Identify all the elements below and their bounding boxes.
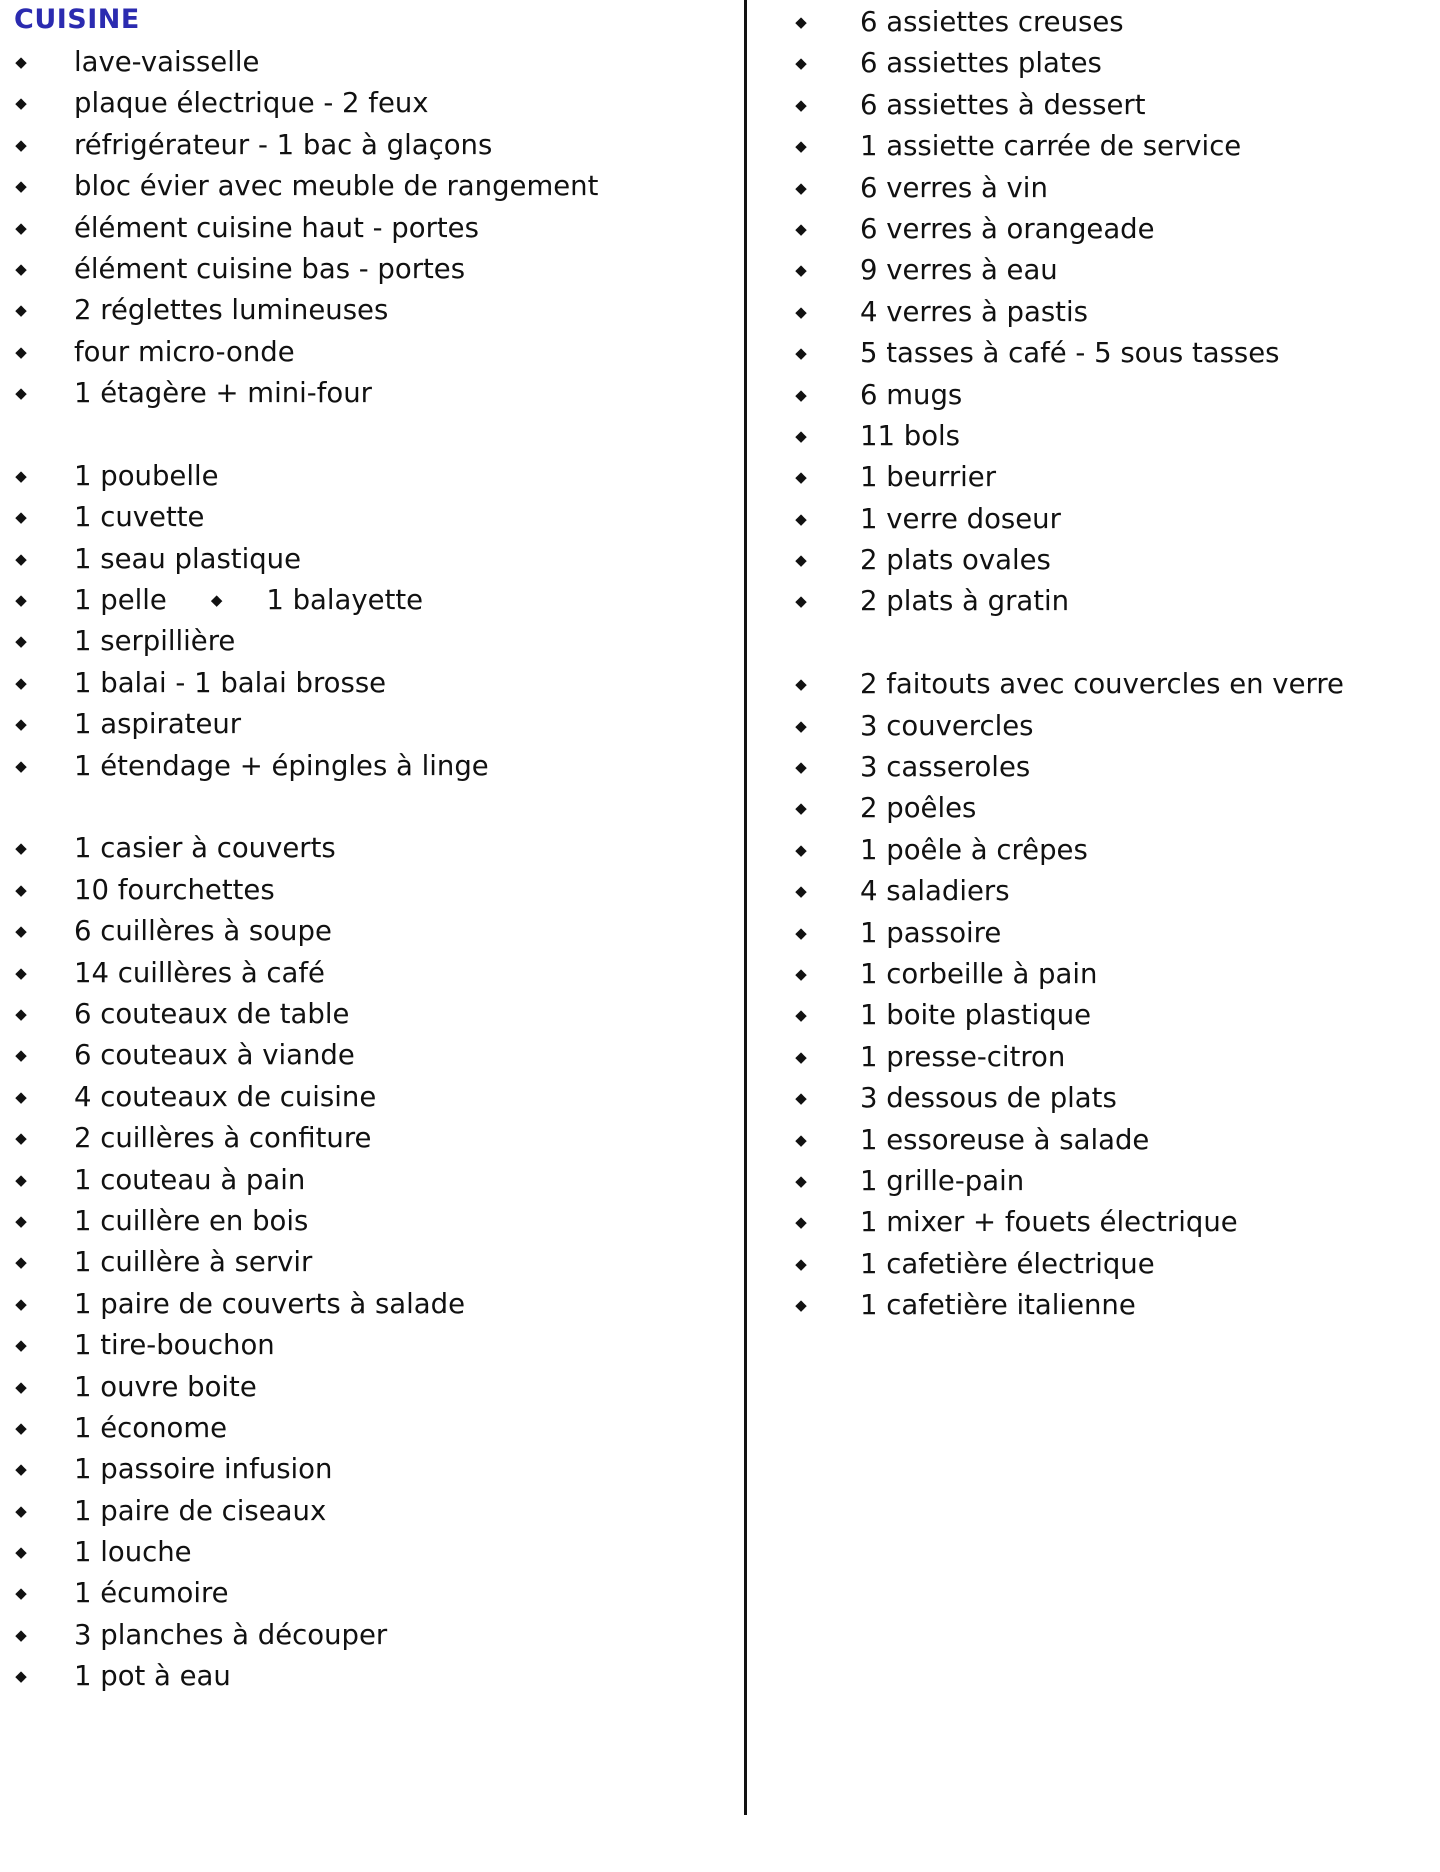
diamond-bullet-icon: ◆ [795,95,807,114]
list-item-text [860,1244,1155,1285]
list-item-text [860,416,960,457]
diamond-bullet-icon: ◆ [795,551,807,570]
diamond-bullet-icon: ◆ [15,135,27,154]
list-item-text [74,1160,305,1201]
list-item [0,456,740,497]
item-label: 1 cuillère en bois [74,1204,309,1237]
list-item [0,208,740,249]
list-item-text [74,994,349,1035]
diamond-bullet-icon: ◆ [15,1253,27,1272]
list-item-text [860,43,1102,84]
list-item [0,125,740,166]
item-label: 1 cafetière électrique [860,1247,1155,1280]
diamond-bullet-icon: ◆ [795,13,807,31]
diamond-bullet-icon: ◆ [15,1087,27,1106]
list-item [0,373,740,414]
diamond-bullet-icon: ◆ [15,1046,27,1065]
column-divider [744,0,747,1815]
left-column [0,42,740,1698]
diamond-bullet-icon: ◆ [795,302,807,321]
page-title: CUISINE [14,4,140,35]
item-label: 1 économe [74,1411,228,1444]
list-item-text [74,42,259,83]
item-label: 1 boite plastique [860,999,1092,1032]
item-label: 10 fourchettes [74,873,275,906]
item-label: 6 verres à vin [860,171,1048,204]
item-label: 6 assiettes creuses [860,6,1124,38]
list-item [0,1615,740,1656]
list-item-text [74,1367,257,1408]
item-label: lave-vaisselle [74,46,260,78]
item-label: 1 cuvette [74,501,205,534]
list-item-text [860,871,1010,912]
list-item [0,1118,740,1159]
list-item-text [860,1161,1024,1202]
list-item-text [74,456,219,497]
item-label: 3 dessous de plats [860,1082,1117,1115]
list-item-text [74,1077,376,1118]
diamond-bullet-icon: ◆ [15,1501,27,1520]
diamond-bullet-icon: ◆ [15,508,27,527]
list-item [790,292,1430,333]
item-label: 1 pot à eau [74,1660,231,1693]
item-label: 1 presse-citron [860,1040,1066,1073]
list-item-text [74,290,388,331]
list-item-text [74,1201,308,1242]
diamond-bullet-icon: ◆ [795,1089,807,1108]
list-item-text [860,209,1155,250]
diamond-bullet-icon: ◆ [15,715,27,734]
list-item-text [74,1284,465,1325]
list-item-text [74,497,204,538]
list-item [0,1408,740,1449]
item-label: 1 essoreuse à salade [860,1123,1150,1156]
list-item [0,746,740,787]
list-item [790,581,1430,622]
list-item-text [74,1656,231,1697]
list-item-text [860,1037,1065,1078]
diamond-bullet-icon: ◆ [15,1667,27,1686]
list-item-text [860,1120,1149,1161]
diamond-bullet-icon: ◆ [795,592,807,611]
list-item [0,1201,740,1242]
list-item [790,706,1430,747]
list-item [790,664,1430,705]
list-spacer [0,415,740,456]
list-item-text [860,168,1048,209]
list-item [0,332,740,373]
diamond-bullet-icon: ◆ [795,137,807,156]
list-item [0,249,740,290]
item-label: plaque électrique - 2 feux [74,87,429,120]
diamond-bullet-icon: ◆ [15,259,27,278]
list-item [0,1491,740,1532]
list-item-text [860,1285,1136,1326]
item-label: 1 poêle à crêpes [860,833,1088,866]
diamond-bullet-icon: ◆ [15,922,27,941]
list-item-text [74,373,372,414]
list-item [0,704,740,745]
list-item-text [860,499,1061,540]
list-item [790,1244,1430,1285]
diamond-bullet-icon: ◆ [15,177,27,196]
list-item-text [860,85,1146,126]
diamond-bullet-icon: ◆ [795,1047,807,1066]
list-item [0,497,740,538]
diamond-bullet-icon: ◆ [15,384,27,403]
list-item [0,911,740,952]
item-label: 1 couteau à pain [74,1163,306,1196]
item-label: 1 passoire [860,916,1002,949]
diamond-bullet-icon: ◆ [15,53,27,71]
diamond-bullet-icon: ◆ [15,880,27,899]
list-item-text [860,457,996,498]
item-label: 1 ouvre boite [74,1370,257,1403]
diamond-bullet-icon: ◆ [795,1213,807,1232]
list-item-text [860,830,1088,871]
diamond-bullet-icon: ◆ [15,549,27,568]
list-item [0,1367,740,1408]
diamond-bullet-icon: ◆ [210,591,223,610]
item-label: élément cuisine bas - portes [74,252,466,285]
list-item-text [860,706,1034,747]
list-item-text [74,1573,229,1614]
list-item [790,747,1430,788]
item-label: 1 cuillère à servir [74,1246,313,1279]
item-label: 4 saladiers [860,875,1010,908]
item-label: 4 verres à pastis [860,295,1088,328]
list-item [790,375,1430,416]
diamond-bullet-icon: ◆ [795,261,807,280]
list-item [790,457,1430,498]
item-label: 6 assiettes à dessert [860,88,1146,121]
list-item-text [74,746,489,787]
diamond-bullet-icon: ◆ [795,219,807,238]
item-label: 1 paire de couverts à salade [74,1287,466,1320]
list-item-text [74,704,241,745]
item-label: 2 plats à gratin [860,585,1070,618]
list-item-text [74,1035,355,1076]
diamond-bullet-icon: ◆ [15,1377,27,1396]
diamond-bullet-icon: ◆ [795,509,807,528]
list-item-text [74,1242,312,1283]
diamond-bullet-icon: ◆ [795,1254,807,1273]
list-item-text [74,663,386,704]
item-label: 1 poubelle [74,459,219,492]
diamond-bullet-icon: ◆ [15,1460,27,1479]
list-item-text [860,664,1344,705]
list-item [790,788,1430,829]
item-label: 1 verre doseur [860,502,1061,535]
list-item-text [860,1202,1238,1243]
list-item [0,953,740,994]
diamond-bullet-icon: ◆ [795,882,807,901]
item-label: 6 mugs [860,378,963,411]
list-item-text [860,788,976,829]
list-item-text [74,1532,192,1573]
diamond-bullet-icon: ◆ [15,301,27,320]
list-item [0,1242,740,1283]
item-label: 1 serpillière [74,625,236,658]
list-item-text [74,1449,332,1490]
diamond-bullet-icon: ◆ [795,799,807,818]
list-item [0,83,740,124]
list-item-text [74,1408,227,1449]
list-item-text [74,1615,387,1656]
diamond-bullet-icon: ◆ [15,218,27,237]
list-item-text [860,995,1091,1036]
list-item [0,1077,740,1118]
diamond-bullet-icon: ◆ [795,840,807,859]
diamond-bullet-icon: ◆ [795,344,807,363]
list-item [0,663,740,704]
list-item-text [860,292,1088,333]
list-item-text [74,1118,371,1159]
item-label: 1 étagère + mini-four [74,377,372,410]
list-item-text [860,954,1097,995]
diamond-bullet-icon: ◆ [795,716,807,735]
list-item [790,995,1430,1036]
item-label: 1 mixer + fouets électrique [860,1206,1238,1239]
item-label: 3 casseroles [860,751,1031,784]
list-item [790,126,1430,167]
list-item [0,1284,740,1325]
list-item [790,416,1430,457]
list-item [790,954,1430,995]
diamond-bullet-icon: ◆ [15,1336,27,1355]
diamond-bullet-icon: ◆ [15,1294,27,1313]
list-item-text [860,913,1001,954]
item-label: bloc évier avec meuble de rangement [74,170,599,203]
list-item-text [860,250,1058,291]
list-item [0,1325,740,1366]
diamond-bullet-icon: ◆ [795,1130,807,1149]
diamond-bullet-icon: ◆ [15,756,27,775]
item-label: 6 assiettes plates [860,47,1102,80]
list-item-text [860,2,1124,43]
list-item-text [74,332,295,373]
list-item [790,43,1430,84]
diamond-bullet-icon: ◆ [15,1004,27,1023]
list-item [790,1037,1430,1078]
item-label: 11 bols [860,419,960,452]
diamond-bullet-icon: ◆ [795,964,807,983]
item-label: élément cuisine haut - portes [74,211,479,244]
item-label: 1 pelle [74,584,167,617]
item-label: 1 corbeille à pain [860,957,1098,990]
item-label: 1 étendage + épingles à linge [74,749,489,782]
list-item-text [74,911,332,952]
list-item [0,621,740,662]
diamond-bullet-icon: ◆ [15,1418,27,1437]
diamond-bullet-icon: ◆ [795,1296,807,1315]
item-label: 6 couteaux à viande [74,1039,355,1072]
list-item [790,333,1430,374]
list-item-text [860,1078,1117,1119]
item-label: 4 couteaux de cuisine [74,1080,377,1113]
list-item [0,1532,740,1573]
right-column [790,2,1430,1327]
list-item-text [860,333,1280,374]
list-item-text [860,540,1051,581]
item-label: 1 écumoire [74,1577,229,1610]
item-label: 14 cuillères à café [74,956,325,989]
item-label-secondary: 1 balayette [266,584,424,617]
list-item [790,1161,1430,1202]
diamond-bullet-icon: ◆ [795,1171,807,1190]
list-item-text [74,870,275,911]
item-label: 1 aspirateur [74,708,242,741]
diamond-bullet-icon: ◆ [795,923,807,942]
list-item [0,1035,740,1076]
item-label: 6 cuillères à soupe [74,915,332,948]
diamond-bullet-icon: ◆ [15,1170,27,1189]
list-item [0,1449,740,1490]
list-spacer [0,787,740,828]
list-item-text [74,621,235,662]
list-item-text [74,125,492,166]
list-item-text [860,126,1241,167]
item-label: 1 tire-bouchon [74,1329,275,1362]
list-item [790,540,1430,581]
list-item-text [74,953,325,994]
item-label: 3 planches à découper [74,1618,388,1651]
diamond-bullet-icon: ◆ [795,385,807,404]
item-label: 1 louche [74,1536,192,1569]
list-item [0,290,740,331]
list-item-text [74,83,429,124]
list-item [790,1120,1430,1161]
list-item [790,2,1430,43]
item-label: 1 passoire infusion [74,1453,333,1486]
list-item [0,1160,740,1201]
diamond-bullet-icon: ◆ [15,1129,27,1148]
list-item [0,166,740,207]
item-label: 2 poêles [860,792,977,825]
item-label: 9 verres à eau [860,254,1058,287]
list-item-text [74,828,336,869]
diamond-bullet-icon: ◆ [15,1543,27,1562]
diamond-bullet-icon: ◆ [795,468,807,487]
list-item-text [74,1491,326,1532]
item-label: 1 paire de ciseaux [74,1494,327,1527]
list-item-text [74,166,598,207]
diamond-bullet-icon: ◆ [15,466,27,485]
item-label: 1 cafetière italienne [860,1289,1136,1322]
item-label: 1 balai - 1 balai brosse [74,666,387,699]
list-item [0,42,740,83]
list-item [790,871,1430,912]
list-item-text [860,747,1030,788]
list-item-text [74,580,423,622]
item-label: 1 assiette carrée de service [860,130,1242,163]
item-label: 5 tasses à café - 5 sous tasses [860,337,1280,370]
list-item [0,1573,740,1614]
item-label: réfrigérateur - 1 bac à glaçons [74,128,493,161]
list-item-text [74,208,479,249]
list-item-text [860,581,1069,622]
diamond-bullet-icon: ◆ [15,963,27,982]
item-label: 1 beurrier [860,461,997,494]
diamond-bullet-icon: ◆ [795,1006,807,1025]
item-label: 2 plats ovales [860,544,1051,577]
list-item [0,580,740,621]
diamond-bullet-icon: ◆ [795,178,807,197]
list-item [790,913,1430,954]
list-item [790,168,1430,209]
item-label: 6 couteaux de table [74,997,350,1030]
list-item [0,828,740,869]
diamond-bullet-icon: ◆ [15,591,27,610]
list-item [790,250,1430,291]
item-label: 1 casier à couverts [74,832,336,865]
list-item [790,209,1430,250]
list-item-text [860,375,962,416]
item-label: 1 grille-pain [860,1164,1025,1197]
list-item [790,1202,1430,1243]
list-item [790,830,1430,871]
diamond-bullet-icon: ◆ [15,1625,27,1644]
item-label: four micro-onde [74,335,295,368]
right-item-list [790,2,1430,1327]
diamond-bullet-icon: ◆ [15,342,27,361]
list-item [0,539,740,580]
diamond-bullet-icon: ◆ [15,1211,27,1230]
list-item [0,870,740,911]
item-label: 6 verres à orangeade [860,212,1155,245]
diamond-bullet-icon: ◆ [795,54,807,73]
diamond-bullet-icon: ◆ [795,758,807,777]
list-item [790,1285,1430,1326]
diamond-bullet-icon: ◆ [15,94,27,113]
item-label: 2 faitouts avec couvercles en verre [860,668,1344,701]
diamond-bullet-icon: ◆ [15,1584,27,1603]
left-item-list [0,42,740,1698]
list-item [790,85,1430,126]
list-item [790,499,1430,540]
list-item-text [74,249,465,290]
list-spacer [790,623,1430,664]
item-label: 2 réglettes lumineuses [74,294,389,327]
list-item [0,1656,740,1697]
list-item-text [74,1325,275,1366]
item-label: 3 couvercles [860,709,1034,742]
list-item [0,994,740,1035]
diamond-bullet-icon: ◆ [795,426,807,445]
list-item [790,1078,1430,1119]
diamond-bullet-icon: ◆ [15,839,27,858]
diamond-bullet-icon: ◆ [15,673,27,692]
diamond-bullet-icon: ◆ [15,632,27,651]
item-label: 1 seau plastique [74,542,302,575]
diamond-bullet-icon: ◆ [795,675,807,694]
list-item-text [74,539,301,580]
item-label: 2 cuillères à confiture [74,1122,372,1155]
